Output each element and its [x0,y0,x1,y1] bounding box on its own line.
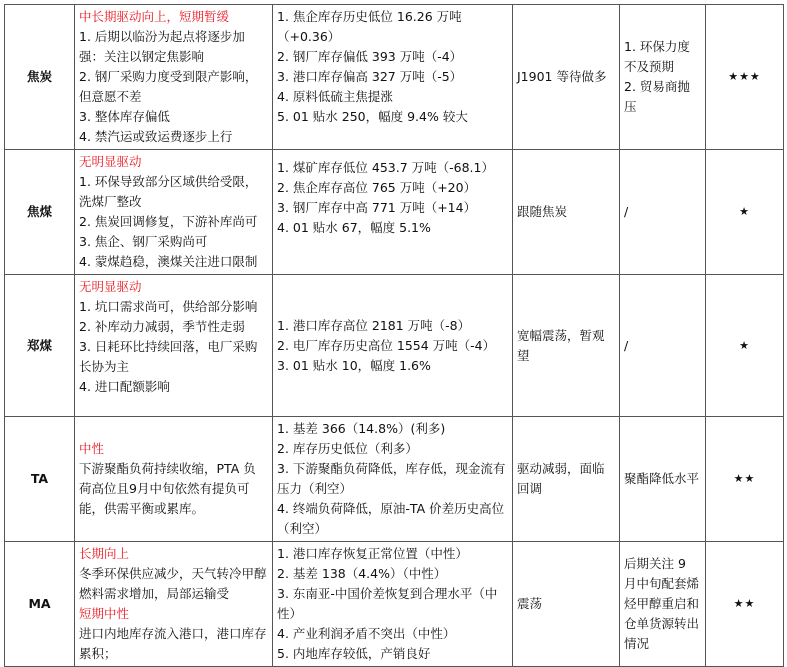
data-item: 2. 焦企库存高位 765 万吨（+20） [277,180,477,195]
data-cell [273,417,513,542]
risk-item: 2. 贸易商抛压 [624,79,690,114]
rating-stars: ★ [706,150,784,275]
driver-item: 3. 日耗环比持续回落，电厂采购长协为主 [79,339,258,374]
data-cell [273,542,513,667]
data-item: 3. 下游聚酯负荷降低，库存低，现金流有压力（利空） [277,461,506,496]
driver-item: 4. 蒙煤趋稳，澳煤关注进口限制 [79,254,258,269]
risk-item: 1. 环保力度不及预期 [624,39,690,74]
data-item: 4. 原料低硫主焦提涨 [277,89,393,104]
data-item: 1. 港口库存恢复正常位置（中性） [277,546,468,561]
data-item: 5. 内地库存较低，产销良好 [277,646,431,661]
data-item: 2. 基差 138（4.4%）（中性） [277,566,447,581]
product-name: 郑煤 [5,275,75,417]
driver-item: 1. 后期以临汾为起点将逐步加强：关注以钢定焦影响 [79,29,245,64]
strategy-cell: J1901 等待做多 [513,5,620,150]
risk-item: 聚酯降低水平 [624,471,700,486]
data-item: 4. 终端负荷降低，原油-TA 价差历史高位（利空） [277,501,505,536]
drivers-cell [75,417,273,542]
driver-item: 4. 进口配额影响 [79,379,170,394]
driver-item: 3. 焦企、钢厂采购尚可 [79,234,208,249]
table-row [5,150,784,275]
driver-item: 冬季环保供应减少，天气转冷甲醇燃料需求增加，局部运输受 [79,566,267,601]
data-item: 5. 01 贴水 250，幅度 9.4% 较大 [277,109,468,124]
rating-stars: ★★ [706,417,784,542]
risk-item: 后期关注 9 月中旬配套烯烃甲醇重启和仓单货源转出情况 [624,556,700,651]
data-item: 4. 产业利润矛盾不突出（中性） [277,626,456,641]
risk-cell [620,150,706,275]
data-item: 3. 01 贴水 10，幅度 1.6% [277,357,431,373]
drivers-title: 无明显驱动 [79,154,142,169]
data-cell [273,275,513,417]
drivers-title: 无明显驱动 [79,279,142,294]
data-item: 2. 电厂库存历史高位 1554 万吨（-4） [277,337,496,353]
driver-item: 2. 焦炭回调修复，下游补库尚可 [79,214,258,229]
driver-item: 2. 钢厂采购力度受到限产影响，但意愿不差 [79,69,258,104]
data-item: 1. 港口库存高位 2181 万吨（-8） [277,317,471,333]
strategy-cell: 宽幅震荡，暂观望 [513,275,620,417]
drivers-cell [75,542,273,667]
data-cell [273,5,513,150]
drivers-title: 长期向上 [79,546,130,561]
driver-item: 4. 禁汽运或致运费逐步上行 [79,129,233,144]
driver-item: 2. 补库动力减弱，季节性走弱 [79,319,245,334]
data-cell [273,150,513,275]
table-row [5,5,784,150]
strategy-cell: 驱动减弱，面临回调 [513,417,620,542]
rating-stars: ★★ [706,542,784,667]
drivers-cell [75,5,273,150]
data-item: 1. 煤矿库存低位 453.7 万吨（-68.1） [277,160,494,175]
table-row [5,542,784,667]
data-item: 1. 基差 366（14.8%）(利多) [277,421,446,436]
risk-cell [620,5,706,150]
drivers-cell [75,150,273,275]
product-name: MA [5,542,75,667]
rating-stars: ★ [706,275,784,417]
product-name: TA [5,417,75,542]
driver-item: 下游聚酯负荷持续收缩，PTA 负荷高位且9月中旬依然有提负可能，供需平衡或累库。 [79,461,256,516]
commodity-table [4,4,784,667]
strategy-cell: 震荡 [513,542,620,667]
drivers-title-short-term: 短期中性 [79,606,130,621]
risk-item: / [624,204,629,219]
product-name: 焦煤 [5,150,75,275]
data-item: 1. 焦企库存历史低位 16.26 万吨（+0.36） [277,9,462,44]
data-item: 3. 东南亚-中国价差恢复到合理水平（中性） [277,586,498,621]
data-item: 4. 01 贴水 67，幅度 5.1% [277,220,431,235]
driver-item: 进口内地库存流入港口，港口库存累积； [79,626,267,661]
data-item: 3. 钢厂库存中高 771 万吨（+14） [277,200,477,215]
drivers-cell [75,275,273,417]
risk-cell [620,417,706,542]
risk-cell [620,542,706,667]
driver-item: 3. 整体库存偏低 [79,109,170,124]
product-name: 焦炭 [5,5,75,150]
driver-item: 1. 环保导致部分区域供给受限，洗煤厂整改 [79,174,258,209]
risk-cell [620,275,706,417]
data-item: 3. 港口库存偏高 327 万吨（-5） [277,69,463,84]
table-row [5,417,784,542]
table-row [5,275,784,417]
drivers-title: 中长期驱动向上，短期暂缓 [79,9,230,24]
risk-item: / [624,337,629,353]
strategy-cell: 跟随焦炭 [513,150,620,275]
data-item: 2. 钢厂库存偏低 393 万吨（-4） [277,49,463,64]
rating-stars: ★★★ [706,5,784,150]
driver-item: 1. 坑口需求尚可，供给部分影响 [79,299,258,314]
data-item: 2. 库存历史低位（利多） [277,441,418,456]
drivers-title: 中性 [79,441,105,456]
